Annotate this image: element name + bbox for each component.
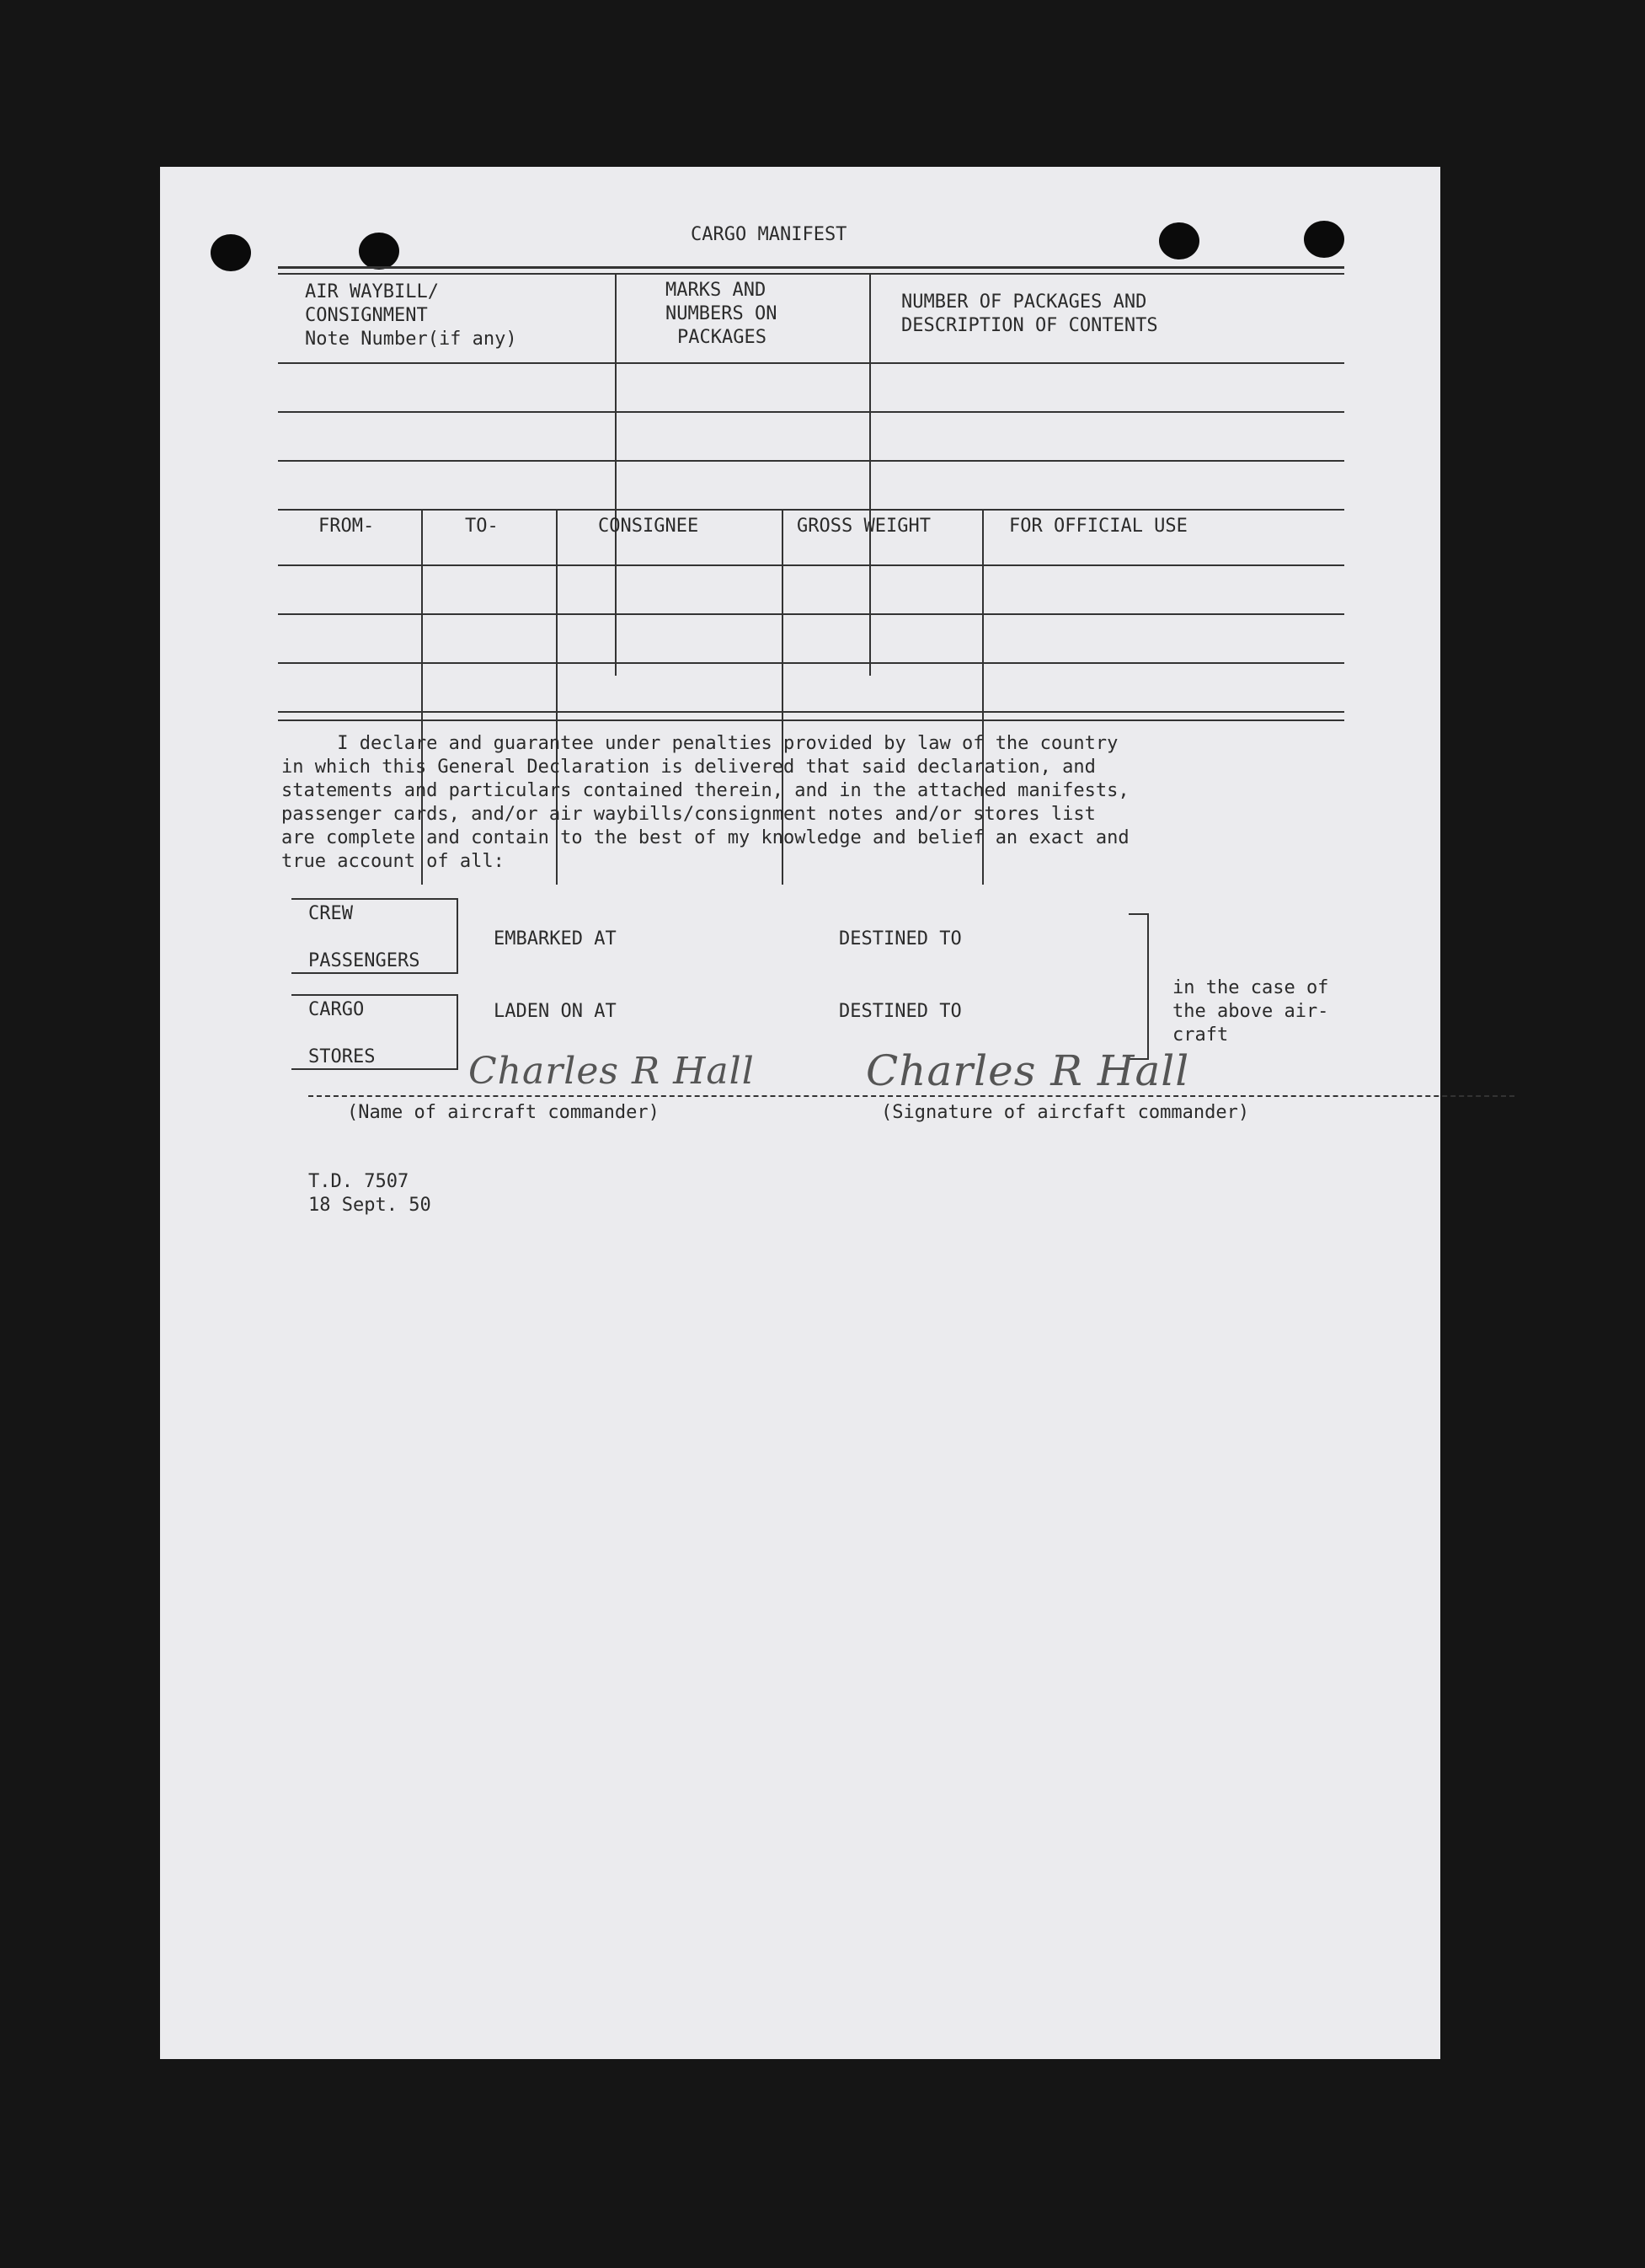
label-commander-name: (Name of aircraft commander): [347, 1102, 660, 1123]
label-cargo: CARGO: [308, 999, 365, 1020]
col-header-waybill-2: CONSIGNMENT: [305, 305, 428, 326]
label-passengers: PASSENGERS: [308, 950, 420, 971]
declaration-line: in which this General Declaration is delivered that said declaration, and: [281, 757, 1096, 778]
label-crew: CREW: [308, 903, 353, 924]
punch-hole-icon: [1304, 221, 1344, 258]
label-laden-on-at: LADEN ON AT: [494, 1001, 617, 1022]
header-consignee: CONSIGNEE: [598, 516, 699, 537]
commander-name-handwritten: Charles R Hall: [468, 1050, 755, 1093]
form-title: CARGO MANIFEST: [691, 224, 847, 245]
form-number: T.D. 7507: [308, 1171, 409, 1192]
in-case-note-1: in the case of: [1172, 977, 1329, 998]
declaration-line: true account of all:: [281, 851, 505, 872]
label-destined-to-1: DESTINED TO: [839, 928, 962, 949]
declaration-line: I declare and guarantee under penalties provided by law of the country: [281, 733, 1119, 754]
col-header-marks-2: NUMBERS ON: [665, 303, 777, 324]
punch-hole-icon: [1159, 222, 1199, 259]
col-header-marks-3: PACKAGES: [677, 327, 766, 348]
document-sheet: [160, 167, 1440, 2059]
header-official-use: FOR OFFICIAL USE: [1009, 516, 1188, 537]
label-destined-to-2: DESTINED TO: [839, 1001, 962, 1022]
col-header-packages-2: DESCRIPTION OF CONTENTS: [901, 315, 1158, 336]
col-header-waybill-3: Note Number(if any): [305, 329, 517, 350]
punch-hole-icon: [359, 233, 399, 270]
col-header-marks-1: MARKS AND: [665, 280, 766, 301]
signature-line: [308, 1095, 1514, 1097]
header-gross-weight: GROSS WEIGHT: [797, 516, 931, 537]
header-from: FROM-: [318, 516, 375, 537]
in-case-note-2: the above air-: [1172, 1001, 1329, 1022]
col-header-waybill-1: AIR WAYBILL/: [305, 281, 439, 302]
declaration-line: are complete and contain to the best of my knowledge and belief an exact and: [281, 827, 1130, 848]
label-commander-signature: (Signature of aircfaft commander): [881, 1102, 1250, 1123]
bracket: [1129, 913, 1149, 1060]
header-to: TO-: [465, 516, 499, 537]
label-stores: STORES: [308, 1046, 376, 1067]
col-header-packages-1: NUMBER OF PACKAGES AND: [901, 292, 1147, 313]
label-embarked-at: EMBARKED AT: [494, 928, 617, 949]
in-case-note-3: craft: [1172, 1024, 1229, 1046]
form-date: 18 Sept. 50: [308, 1195, 431, 1216]
declaration-line: passenger cards, and/or air waybills/consignment notes and/or stores list: [281, 804, 1096, 825]
punch-hole-icon: [211, 234, 251, 271]
commander-signature: Charles R Hall: [866, 1046, 1190, 1095]
declaration-line: statements and particulars contained therein, and in the attached manifests,: [281, 780, 1130, 801]
